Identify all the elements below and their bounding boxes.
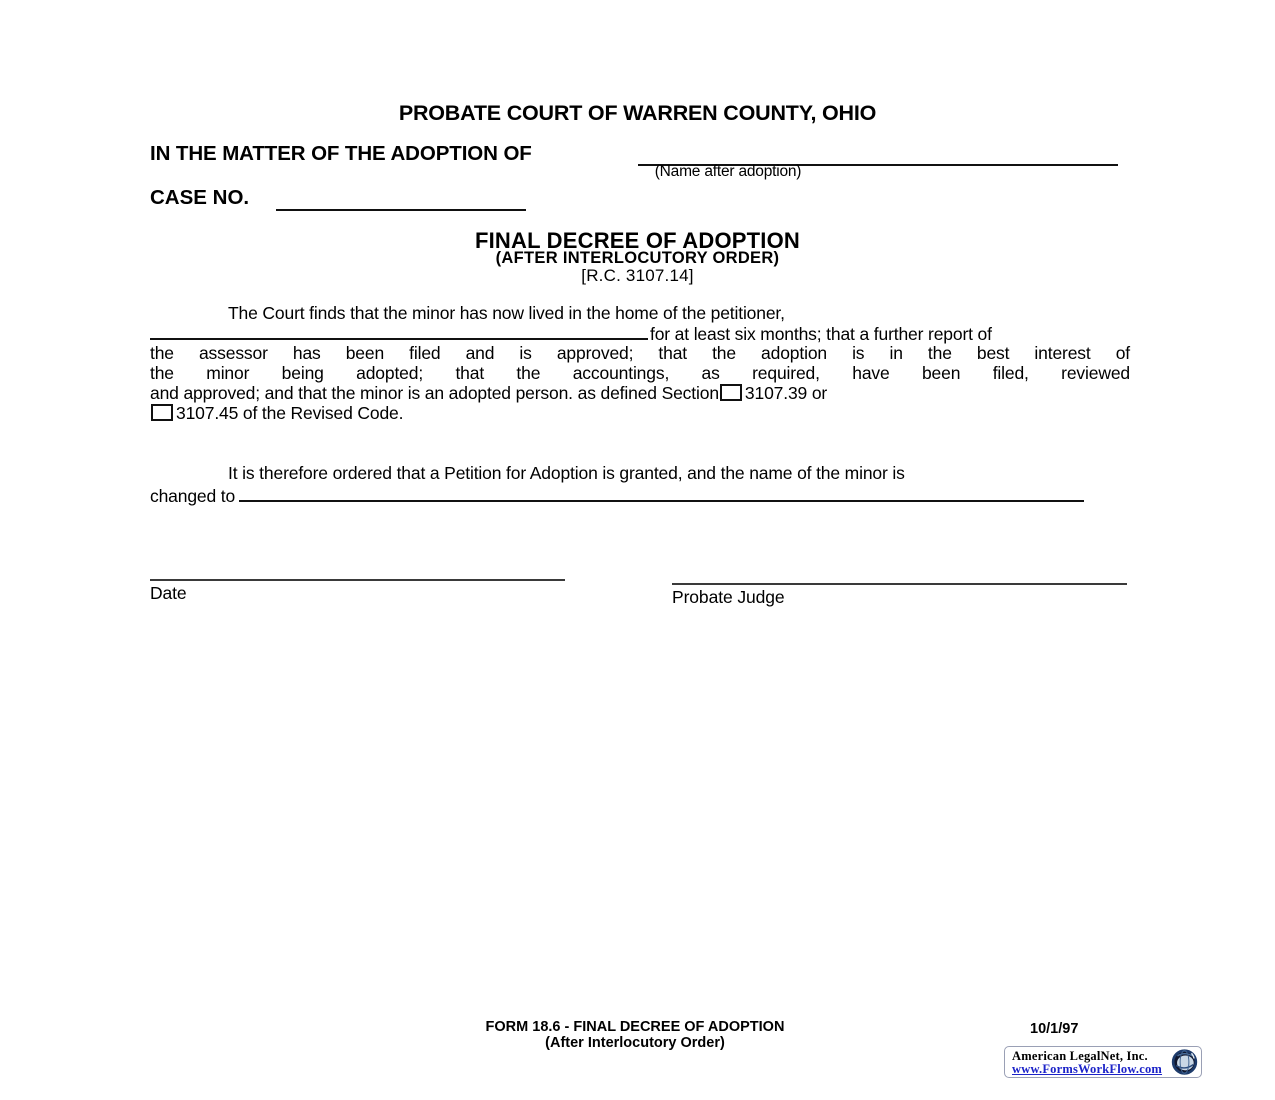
footer-form-line-2: (After Interlocutory Order) xyxy=(545,1034,725,1051)
checkbox-section-3107-45[interactable] xyxy=(151,404,173,421)
document-title: FINAL DECREE OF ADOPTION xyxy=(474,228,801,253)
findings-paragraph xyxy=(150,303,1130,423)
findings-line-5-suffix: 3107.39 or xyxy=(744,383,828,403)
findings-line-1 xyxy=(150,303,1130,323)
matter-of-adoption-label: IN THE MATTER OF THE ADOPTION OF xyxy=(150,142,532,165)
findings-line-3-text: the assessor has been filed and is approved; that the adoption is in the best interest of xyxy=(150,343,1130,363)
findings-line-1-text: The Court finds that the minor has now lived in the home of the petitioner, xyxy=(228,303,785,323)
findings-line-6 xyxy=(150,403,1130,423)
findings-line-4-text: the minor being adopted; that the accountings, as required, have been filed, reviewed xyxy=(150,363,1130,383)
petitioner-name-blank[interactable] xyxy=(150,323,648,340)
order-line-2 xyxy=(150,485,1130,507)
legalnet-url-link[interactable]: www.FormsWorkFlow.com xyxy=(1012,1062,1163,1076)
findings-line-6-text: 3107.45 of the Revised Code. xyxy=(176,403,404,423)
statute-reference: [R.C. 3107.14] xyxy=(581,266,694,285)
findings-line-3 xyxy=(150,343,1130,363)
legalnet-badge[interactable] xyxy=(1004,1046,1202,1078)
findings-line-2 xyxy=(150,323,1130,343)
name-after-adoption-caption: (Name after adoption) xyxy=(654,163,802,180)
findings-line-5 xyxy=(150,383,1130,403)
footer-revision-date: 10/1/97 xyxy=(1030,1021,1079,1037)
date-label: Date xyxy=(150,583,187,603)
date-signature-line[interactable] xyxy=(150,579,565,581)
order-line-1-text: It is therefore ordered that a Petition for Adoption is granted, and the name of the minor is xyxy=(228,463,905,483)
case-number-blank[interactable] xyxy=(276,209,526,211)
changed-to-label: changed to xyxy=(150,486,236,506)
order-line-1 xyxy=(150,463,1130,485)
footer-form-line-1: FORM 18.6 - FINAL DECREE OF ADOPTION xyxy=(485,1019,785,1035)
globe-icon xyxy=(1170,1048,1199,1076)
document-subtitle: (AFTER INTERLOCUTORY ORDER) xyxy=(495,249,780,267)
probate-judge-label: Probate Judge xyxy=(672,587,785,607)
order-paragraph xyxy=(150,463,1130,507)
checkbox-section-3107-39[interactable] xyxy=(720,384,742,401)
findings-line-5-text: and approved; and that the minor is an adopted person. as defined Section xyxy=(150,383,719,403)
judge-signature-line[interactable] xyxy=(672,583,1127,585)
court-title: PROBATE COURT OF WARREN COUNTY, OHIO xyxy=(398,101,877,125)
footer-form-identifier xyxy=(275,1020,995,1051)
new-name-blank[interactable] xyxy=(239,485,1084,502)
findings-line-2-text: for at least six months; that a further report of xyxy=(650,324,992,344)
findings-line-4 xyxy=(150,363,1130,383)
legalnet-company-name: American LegalNet, Inc. xyxy=(1012,1049,1148,1063)
case-number-label: CASE NO. xyxy=(150,186,250,209)
